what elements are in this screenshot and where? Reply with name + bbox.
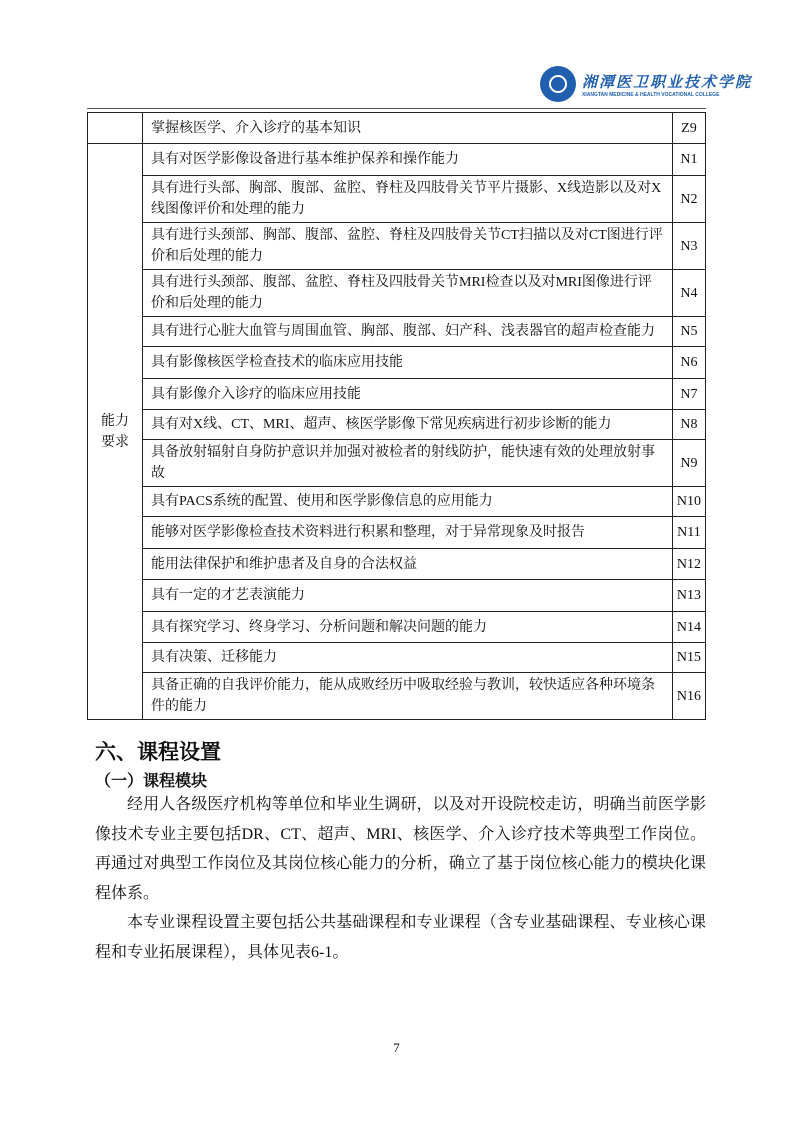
category-cell: 能力要求 (88, 144, 143, 720)
table-row (88, 144, 706, 176)
college-logo (540, 66, 752, 102)
requirement-text: 具有进行头部、胸部、腹部、盆腔、脊柱及四肢骨关节平片摄影、X线造影以及对X线图像评价和处理的能力 (143, 176, 673, 223)
logo-english-name: XIANGTAN MEDICINE & HEALTH VOCATIONAL COLLEGE (582, 91, 720, 98)
paragraph: 本专业课程设置主要包括公共基础课程和专业课程（含专业基础课程、专业核心课程和专业拓展课程），具体见表6-1。 (95, 914, 706, 961)
requirement-text: 具有探究学习、终身学习、分析问题和解决问题的能力 (143, 612, 673, 643)
header-divider (87, 108, 706, 109)
requirement-text: 具有影像核医学检查技术的临床应用技能 (143, 347, 673, 379)
requirement-code: N7 (672, 379, 705, 410)
table-row (88, 317, 706, 347)
college-seal-icon (540, 66, 576, 102)
requirement-code: N16 (672, 673, 705, 720)
requirement-text: 具备正确的自我评价能力，能从成败经历中吸取经验与教训，较快适应各种环境条件的能力 (143, 673, 673, 720)
section-title: 六、课程设置 (95, 740, 221, 764)
requirement-text: 具有PACS系统的配置、使用和医学影像信息的应用能力 (143, 487, 673, 517)
requirement-code: Z9 (672, 113, 705, 144)
table-row (88, 223, 706, 270)
requirement-code: N14 (672, 612, 705, 643)
table-row (88, 113, 706, 144)
requirement-code: N2 (672, 176, 705, 223)
table-row (88, 347, 706, 379)
table-row (88, 379, 706, 410)
requirement-code: N15 (672, 643, 705, 673)
requirement-code: N5 (672, 317, 705, 347)
requirement-text: 具有决策、迁移能力 (143, 643, 673, 673)
page-number: 7 (393, 1040, 400, 1055)
requirement-code: N4 (672, 270, 705, 317)
table-row (88, 580, 706, 612)
requirement-code: N1 (672, 144, 705, 176)
requirement-code: N9 (672, 440, 705, 487)
table-row (88, 673, 706, 720)
table-row (88, 410, 706, 440)
requirement-text: 具有影像介入诊疗的临床应用技能 (143, 379, 673, 410)
section-subtitle: （一）课程模块 (95, 771, 208, 790)
requirement-text: 具有进行心脏大血管与周围血管、胸部、腹部、妇产科、浅表器官的超声检查能力 (143, 317, 673, 347)
table-row (88, 440, 706, 487)
requirement-code: N12 (672, 549, 705, 580)
requirement-text: 具有一定的才艺表演能力 (143, 580, 673, 612)
category-cell (88, 113, 143, 144)
requirement-text: 掌握核医学、介入诊疗的基本知识 (143, 113, 673, 144)
requirement-code: N6 (672, 347, 705, 379)
requirement-code: N3 (672, 223, 705, 270)
requirement-code: N8 (672, 410, 705, 440)
requirement-text: 具有对医学影像设备进行基本维护保养和操作能力 (143, 144, 673, 176)
table-row (88, 643, 706, 673)
competency-table (87, 112, 706, 720)
table-row (88, 549, 706, 580)
requirement-text: 具有进行头颈部、腹部、盆腔、脊柱及四肢骨关节MRI检查以及对MRI图像进行评价和后处理的能力 (143, 270, 673, 317)
requirement-text: 能用法律保护和维护患者及自身的合法权益 (143, 549, 673, 580)
requirement-text: 具备放射辐射自身防护意识并加强对被检者的射线防护，能快速有效的处理放射事故 (143, 440, 673, 487)
paragraph: 经用人各级医疗机构等单位和毕业生调研，以及对开设院校走访，明确当前医学影像技术专业主要包括DR、CT、超声、MRI、核医学、介入诊疗技术等典型工作岗位。再通过对典型工作岗位及其岗位核心能力的分析，确立了基于岗位核心能力的模块化课程体系。 (95, 796, 706, 902)
table-row (88, 270, 706, 317)
requirement-code: N13 (672, 580, 705, 612)
requirement-text: 具有对X线、CT、MRI、超声、核医学影像下常见疾病进行初步诊断的能力 (143, 410, 673, 440)
requirement-text: 能够对医学影像检查技术资料进行积累和整理，对于异常现象及时报告 (143, 517, 673, 549)
table-row (88, 517, 706, 549)
table-row (88, 612, 706, 643)
requirement-text: 具有进行头颈部、胸部、腹部、盆腔、脊柱及四肢骨关节CT扫描以及对CT图进行评价和后处理的能力 (143, 223, 673, 270)
table-row (88, 487, 706, 517)
logo-chinese-name: 湘潭医卫职业技术学院 (582, 74, 753, 91)
table-row (88, 176, 706, 223)
requirement-code: N11 (672, 517, 705, 549)
requirement-code: N10 (672, 487, 705, 517)
